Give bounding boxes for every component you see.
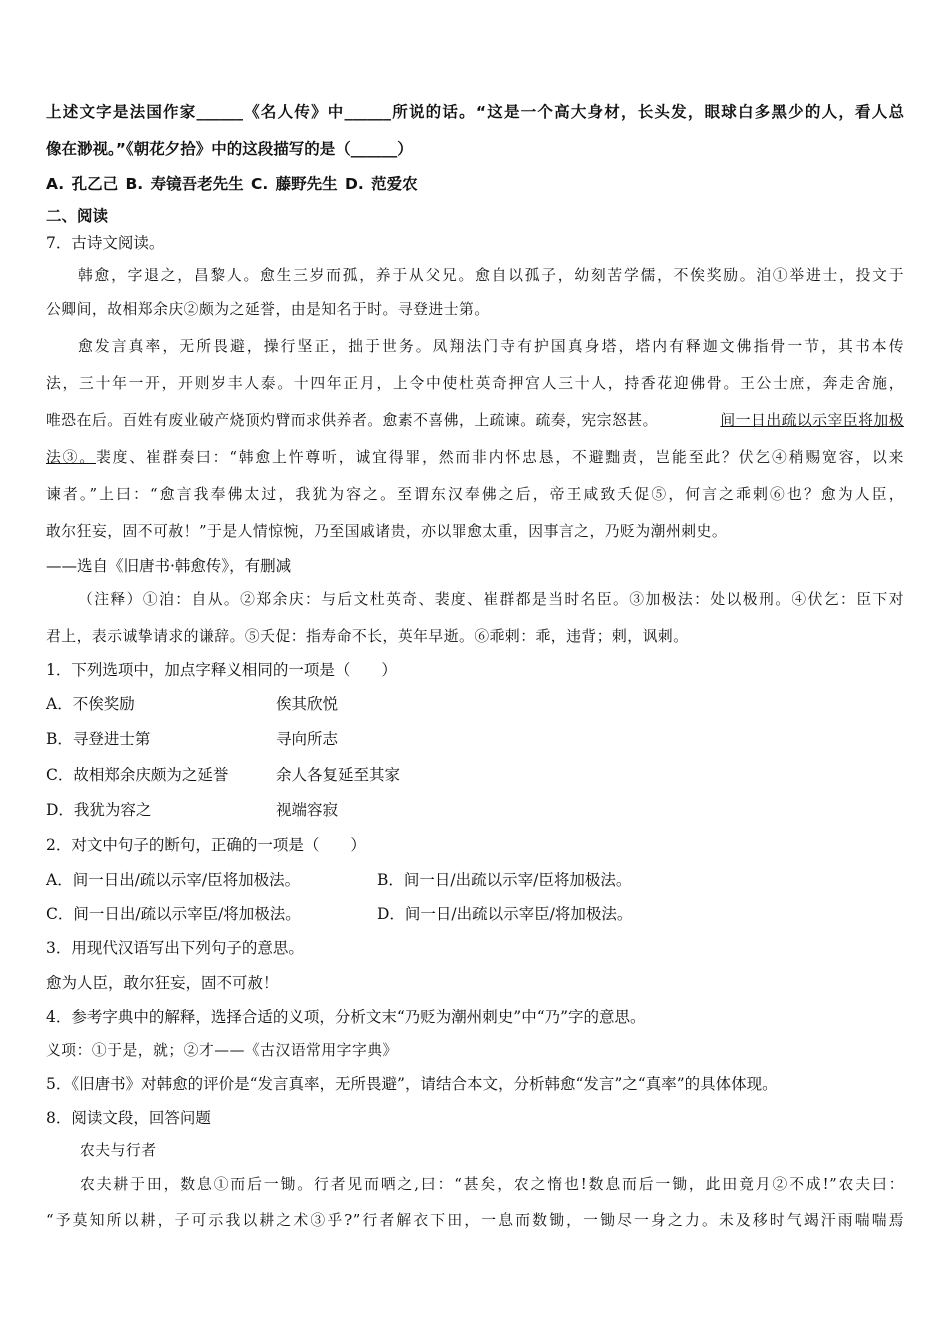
q7-underlined-sentence-part-2: 法③。: [46, 449, 96, 466]
q7-para2-line-4-text: 裴度、崔群奏曰：“韩愈上忤尊听，诚宜得罪，然而非内怀忠恳，不避黜责，岂能至此？伏乞④稍赐宽容，以来: [96, 449, 904, 466]
intro-question-line-2: 像在渺视。”《朝花夕拾》中的这段描写的是（______）: [46, 140, 413, 158]
q7-sub1-option-c-right: 余人各复延至其家: [276, 766, 401, 784]
q7-para2-line-1: 愈发言真率，无所畏避，操行坚正，拙于世务。凤翔法门寺有护国真身塔，塔内有释迦文佛指骨一节，其书本传: [78, 338, 904, 355]
q7-sub2-option-c: C．间一日出/疏以示宰臣/将加极法。: [46, 905, 301, 923]
q7-para1-line-2: 公卿间，故相郑余庆②颇为之延誉，由是知名于时。寻登进士第。: [46, 301, 490, 318]
q7-sub4-stem: 4．参考字典中的解释，选择合适的义项，分析文末“乃贬为潮州刺史”中“乃”字的意思。: [46, 1008, 646, 1026]
q7-sub1-option-a-right: 俟其欣悦: [276, 695, 339, 713]
intro-question-line-1: 上述文字是法国作家______《名人传》中______所说的话。“这是一个高大身材，长头发，眼球白多黑少的人，看人总: [46, 103, 904, 121]
q7-sub2-option-b: B．间一日/出疏以示宰/臣将加极法。: [377, 871, 632, 889]
q7-sub3-sentence: 愈为人臣，敢尔狂妄，固不可赦！: [46, 974, 279, 992]
q7-underlined-sentence-part-1: 间一日出疏以示宰臣将加极: [720, 412, 904, 429]
q7-para1-line-1: 韩愈，字退之，昌黎人。愈生三岁而孤，养于从父兄。愈自以孤子，幼刻苦学儒，不俟奖励。洎①举进士，投文于: [78, 267, 904, 284]
q7-sub4-meaning: 义项：①于是，就；②才——《古汉语常用字字典》: [46, 1042, 398, 1059]
q7-sub1-stem: 1．下列选项中，加点字释义相同的一项是（ ）: [46, 661, 397, 679]
q7-sub2-stem: 2．对文中句子的断句，正确的一项是（ ）: [46, 836, 366, 854]
q7-title: 7．古诗文阅读。: [46, 234, 165, 252]
q8-story-line-2: “予莫知所以耕，子可示我以耕之术③乎?”行者解衣下田，一息而数锄，一锄尽一身之力。未及移时气竭汗雨喘喘焉: [46, 1212, 904, 1229]
q7-para2-line-3: [46, 411, 904, 431]
q7-sub3-stem: 3．用现代汉语写出下列句子的意思。: [46, 939, 304, 957]
q7-para2-line-2: 法，三十年一开，开则岁丰人泰。十四年正月，上令中使杜英奇押宫人三十人，持香花迎佛骨。王公士庶，奔走舍施，: [46, 375, 904, 392]
q7-sub2-option-d: D．间一日/出疏以示宰臣/将加极法。: [377, 905, 633, 923]
q7-para2-line-3-text: 唯恐在后。百姓有废业破产烧顶灼臂而求供养者。愈素不喜佛，上疏谏。疏奏，宪宗怒甚。: [46, 412, 658, 429]
q7-source: ——选自《旧唐书·韩愈传》，有删减: [46, 557, 292, 575]
q7-sub5-stem: 5．《旧唐书》对韩愈的评价是“发言真率，无所畏避”，请结合本文，分析韩愈“发言”之“真率”的具体体现。: [46, 1075, 778, 1093]
q7-para2-line-6: 敢尔狂妄，固不可赦！”于是人情惊惋，乃至国戚诸贵，亦以罪愈太重，因事言之，乃贬为潮州刺史。: [46, 523, 728, 540]
q7-sub1-option-d-left: D．我犹为容之: [46, 801, 152, 819]
q7-sub1-option-c-left: C．故相郑余庆颇为之延誉: [46, 766, 229, 784]
q8-title: 8．阅读文段，回答问题: [46, 1109, 211, 1127]
q8-story-title: 农夫与行者: [80, 1142, 157, 1159]
q7-sub1-option-d-right: 视端容寂: [276, 801, 339, 819]
q7-sub1-option-b-left: B．寻登进士第: [46, 730, 151, 748]
q7-para2-line-4: [46, 448, 904, 468]
q7-sub1-option-b-right: 寻向所志: [276, 730, 339, 748]
q7-sub1-option-a-left: A．不俟奖励: [46, 695, 135, 713]
q7-notes-line-2: 君上，表示诚挚请求的谦辞。⑤夭促：指寿命不长，英年早逝。⑥乖剌：乖，违背；剌，讽刺。: [46, 628, 689, 645]
q7-para2-line-5: 谏者。”上曰：“愈言我奉佛太过，我犹为容之。至谓东汉奉佛之后，帝王咸致夭促⑤，何言之乖剌⑥也？愈为人臣，: [46, 486, 904, 503]
section-heading: 二、阅读: [46, 207, 109, 225]
q7-notes-line-1: （注释）①洎：自从。②郑余庆：与后文杜英奇、裴度、崔群都是当时名臣。③加极法：处以极刑。④伏乞：臣下对: [78, 591, 904, 608]
q7-sub2-option-a: A．间一日出/疏以示宰/臣将加极法。: [46, 871, 301, 889]
q8-story-line-1: 农夫耕于田，数息①而后一锄。行者见而哂之,曰：“甚矣，农之惰也!数息而后一锄，此田竟月②不成!”农夫曰：: [80, 1176, 904, 1193]
intro-options: A. 孔乙己 B. 寿镜吾老先生 C. 藤野先生 D. 范爱农: [46, 175, 418, 193]
